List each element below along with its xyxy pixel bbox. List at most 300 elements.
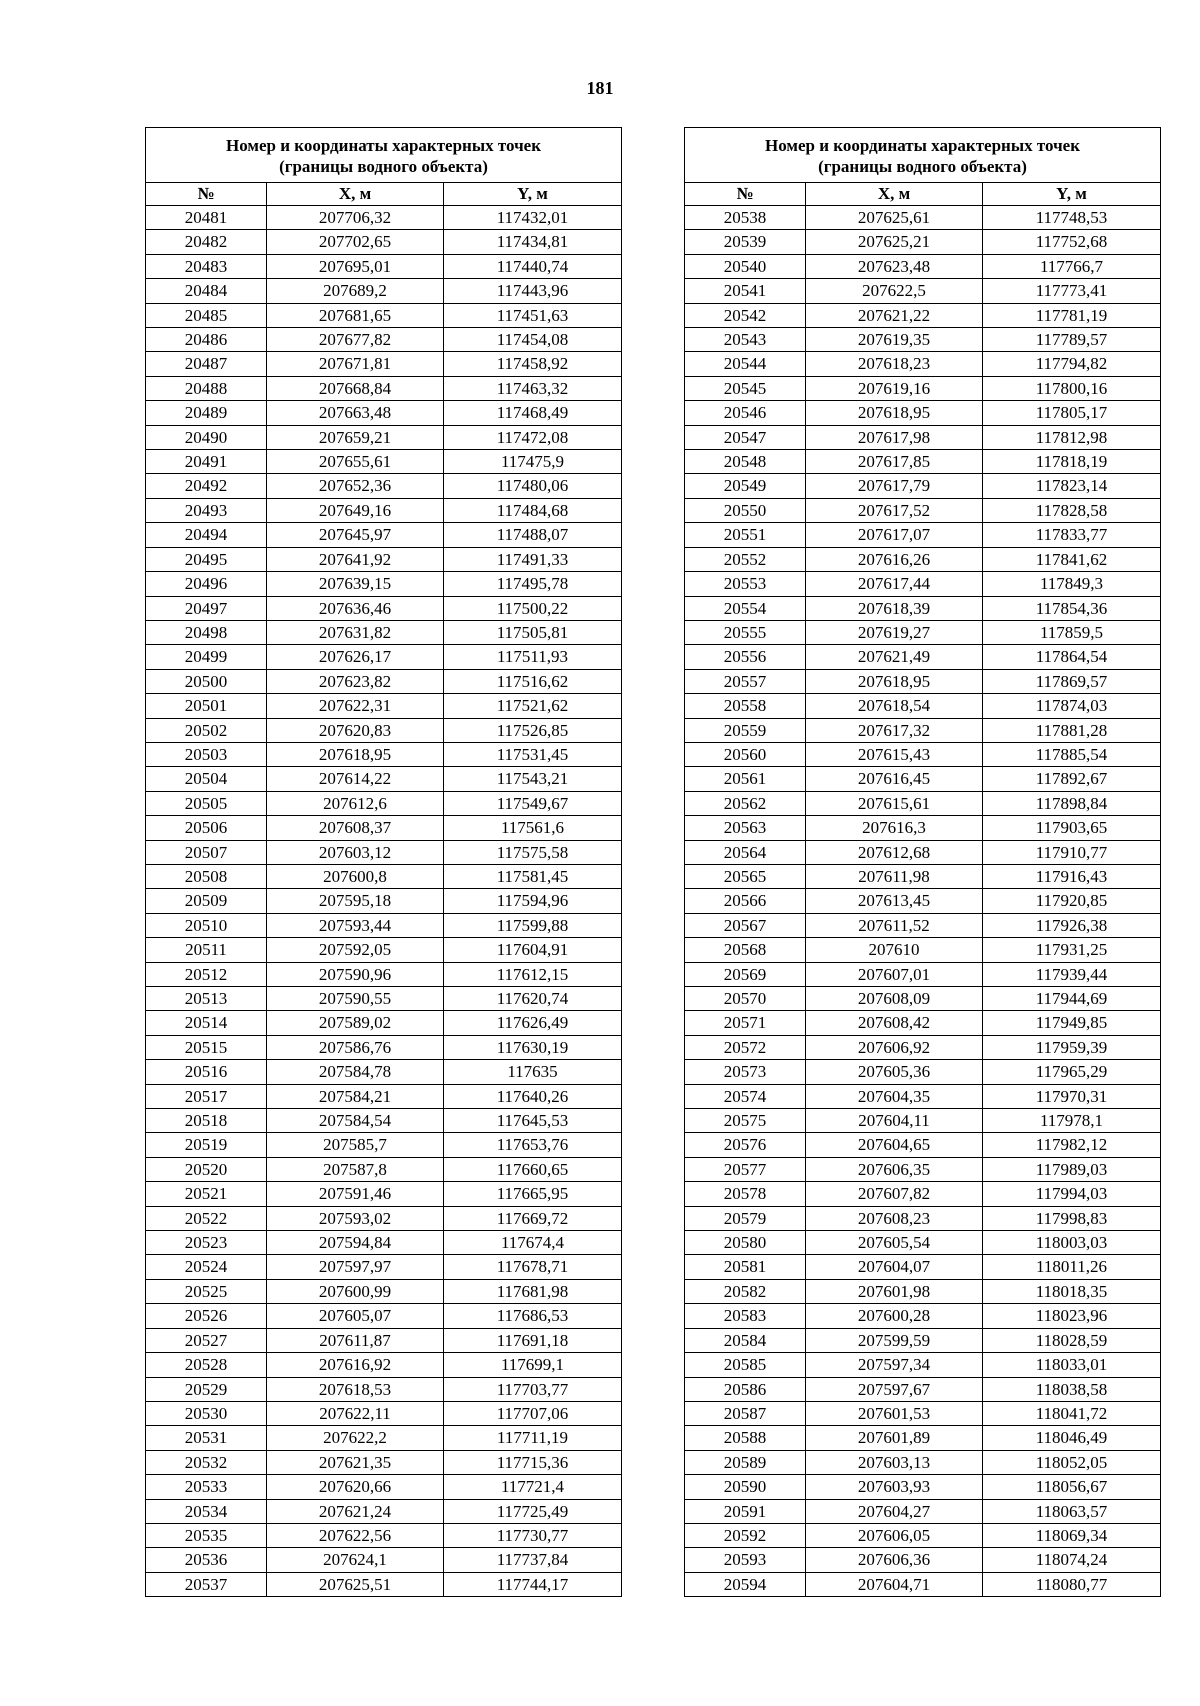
cell-y-coordinate: 118041,72 — [983, 1401, 1161, 1425]
cell-point-number: 20511 — [146, 938, 267, 962]
cell-y-coordinate: 117752,68 — [983, 230, 1161, 254]
table-row — [685, 694, 1161, 718]
cell-point-number: 20497 — [146, 596, 267, 620]
table-row — [146, 352, 622, 376]
cell-x-coordinate: 207622,31 — [267, 694, 444, 718]
cell-y-coordinate: 118038,58 — [983, 1377, 1161, 1401]
table-row — [685, 1401, 1161, 1425]
table-row — [685, 1450, 1161, 1474]
cell-x-coordinate: 207614,22 — [267, 767, 444, 791]
table-row — [685, 1523, 1161, 1547]
cell-y-coordinate: 117674,4 — [444, 1231, 622, 1255]
column-header-y: Y, м — [983, 183, 1161, 206]
table-row — [146, 1401, 622, 1425]
cell-x-coordinate: 207608,37 — [267, 816, 444, 840]
table-row — [146, 620, 622, 644]
cell-point-number: 20534 — [146, 1499, 267, 1523]
cell-y-coordinate: 117660,65 — [444, 1157, 622, 1181]
cell-point-number: 20579 — [685, 1206, 806, 1230]
cell-point-number: 20522 — [146, 1206, 267, 1230]
table-row — [146, 1548, 622, 1572]
table-row — [685, 425, 1161, 449]
table-row — [685, 987, 1161, 1011]
cell-x-coordinate: 207597,67 — [806, 1377, 983, 1401]
table-row — [685, 889, 1161, 913]
cell-y-coordinate: 117599,88 — [444, 913, 622, 937]
cell-x-coordinate: 207584,21 — [267, 1084, 444, 1108]
cell-point-number: 20565 — [685, 864, 806, 888]
table-row — [146, 328, 622, 352]
cell-x-coordinate: 207618,95 — [806, 669, 983, 693]
cell-y-coordinate: 117711,19 — [444, 1426, 622, 1450]
cell-y-coordinate: 117818,19 — [983, 450, 1161, 474]
cell-y-coordinate: 117468,49 — [444, 401, 622, 425]
cell-y-coordinate: 117653,76 — [444, 1133, 622, 1157]
cell-point-number: 20506 — [146, 816, 267, 840]
table-row — [685, 254, 1161, 278]
cell-point-number: 20504 — [146, 767, 267, 791]
cell-point-number: 20486 — [146, 328, 267, 352]
cell-y-coordinate: 117630,19 — [444, 1035, 622, 1059]
table-row — [146, 425, 622, 449]
cell-point-number: 20505 — [146, 791, 267, 815]
table-row — [146, 474, 622, 498]
cell-x-coordinate: 207619,35 — [806, 328, 983, 352]
cell-y-coordinate: 117978,1 — [983, 1109, 1161, 1133]
cell-x-coordinate: 207599,59 — [806, 1328, 983, 1352]
cell-point-number: 20593 — [685, 1548, 806, 1572]
table-row — [685, 450, 1161, 474]
cell-y-coordinate: 117841,62 — [983, 547, 1161, 571]
cell-point-number: 20542 — [685, 303, 806, 327]
cell-x-coordinate: 207681,65 — [267, 303, 444, 327]
cell-x-coordinate: 207600,99 — [267, 1279, 444, 1303]
cell-point-number: 20481 — [146, 206, 267, 230]
table-row — [146, 864, 622, 888]
cell-y-coordinate: 117432,01 — [444, 206, 622, 230]
cell-x-coordinate: 207617,79 — [806, 474, 983, 498]
table-row — [685, 1084, 1161, 1108]
cell-y-coordinate: 117892,67 — [983, 767, 1161, 791]
cell-x-coordinate: 207636,46 — [267, 596, 444, 620]
table-row — [146, 1035, 622, 1059]
table-caption — [146, 128, 622, 183]
cell-y-coordinate: 117458,92 — [444, 352, 622, 376]
cell-y-coordinate: 117686,53 — [444, 1304, 622, 1328]
cell-x-coordinate: 207621,24 — [267, 1499, 444, 1523]
table-row — [146, 498, 622, 522]
table-row — [685, 840, 1161, 864]
cell-y-coordinate: 117463,32 — [444, 376, 622, 400]
cell-point-number: 20567 — [685, 913, 806, 937]
cell-point-number: 20530 — [146, 1401, 267, 1425]
table-row — [146, 718, 622, 742]
cell-x-coordinate: 207655,61 — [267, 450, 444, 474]
cell-y-coordinate: 118018,35 — [983, 1279, 1161, 1303]
table-row — [146, 962, 622, 986]
table-row — [685, 718, 1161, 742]
cell-point-number: 20584 — [685, 1328, 806, 1352]
cell-x-coordinate: 207621,22 — [806, 303, 983, 327]
cell-point-number: 20594 — [685, 1572, 806, 1596]
cell-x-coordinate: 207618,23 — [806, 352, 983, 376]
cell-y-coordinate: 117475,9 — [444, 450, 622, 474]
cell-x-coordinate: 207604,35 — [806, 1084, 983, 1108]
cell-x-coordinate: 207668,84 — [267, 376, 444, 400]
cell-point-number: 20521 — [146, 1182, 267, 1206]
cell-point-number: 20535 — [146, 1523, 267, 1547]
cell-x-coordinate: 207618,39 — [806, 596, 983, 620]
table-row — [146, 1011, 622, 1035]
cell-y-coordinate: 117531,45 — [444, 742, 622, 766]
cell-point-number: 20489 — [146, 401, 267, 425]
table-row — [685, 1304, 1161, 1328]
cell-x-coordinate: 207603,12 — [267, 840, 444, 864]
cell-x-coordinate: 207590,55 — [267, 987, 444, 1011]
cell-y-coordinate: 117699,1 — [444, 1353, 622, 1377]
cell-x-coordinate: 207600,28 — [806, 1304, 983, 1328]
cell-point-number: 20488 — [146, 376, 267, 400]
cell-x-coordinate: 207611,52 — [806, 913, 983, 937]
table-row — [146, 254, 622, 278]
cell-x-coordinate: 207601,98 — [806, 1279, 983, 1303]
cell-y-coordinate: 117620,74 — [444, 987, 622, 1011]
cell-point-number: 20523 — [146, 1231, 267, 1255]
cell-x-coordinate: 207626,17 — [267, 645, 444, 669]
cell-point-number: 20501 — [146, 694, 267, 718]
table-row — [685, 376, 1161, 400]
cell-x-coordinate: 207603,13 — [806, 1450, 983, 1474]
cell-point-number: 20484 — [146, 279, 267, 303]
cell-point-number: 20482 — [146, 230, 267, 254]
cell-x-coordinate: 207604,65 — [806, 1133, 983, 1157]
cell-y-coordinate: 117989,03 — [983, 1157, 1161, 1181]
cell-point-number: 20576 — [685, 1133, 806, 1157]
cell-y-coordinate: 117874,03 — [983, 694, 1161, 718]
cell-point-number: 20566 — [685, 889, 806, 913]
cell-x-coordinate: 207606,35 — [806, 1157, 983, 1181]
table-row — [146, 987, 622, 1011]
cell-point-number: 20548 — [685, 450, 806, 474]
table-row — [146, 572, 622, 596]
cell-x-coordinate: 207607,82 — [806, 1182, 983, 1206]
table-row — [685, 1279, 1161, 1303]
cell-point-number: 20499 — [146, 645, 267, 669]
table-body — [146, 206, 622, 1597]
cell-y-coordinate: 117521,62 — [444, 694, 622, 718]
table-row — [685, 1353, 1161, 1377]
table-row — [146, 596, 622, 620]
cell-x-coordinate: 207589,02 — [267, 1011, 444, 1035]
cell-y-coordinate: 118074,24 — [983, 1548, 1161, 1572]
cell-point-number: 20587 — [685, 1401, 806, 1425]
table-row — [146, 1328, 622, 1352]
cell-y-coordinate: 117575,58 — [444, 840, 622, 864]
table-row — [146, 1475, 622, 1499]
table-row — [685, 1133, 1161, 1157]
table-row — [685, 401, 1161, 425]
cell-x-coordinate: 207618,95 — [267, 742, 444, 766]
cell-y-coordinate: 117916,43 — [983, 864, 1161, 888]
cell-x-coordinate: 207624,1 — [267, 1548, 444, 1572]
cell-point-number: 20586 — [685, 1377, 806, 1401]
table-row — [146, 376, 622, 400]
cell-y-coordinate: 117982,12 — [983, 1133, 1161, 1157]
cell-y-coordinate: 117781,19 — [983, 303, 1161, 327]
cell-point-number: 20527 — [146, 1328, 267, 1352]
table-row — [685, 1499, 1161, 1523]
cell-x-coordinate: 207606,05 — [806, 1523, 983, 1547]
cell-point-number: 20502 — [146, 718, 267, 742]
cell-x-coordinate: 207601,89 — [806, 1426, 983, 1450]
cell-x-coordinate: 207617,07 — [806, 523, 983, 547]
cell-y-coordinate: 117998,83 — [983, 1206, 1161, 1230]
cell-y-coordinate: 117454,08 — [444, 328, 622, 352]
cell-x-coordinate: 207702,65 — [267, 230, 444, 254]
cell-point-number: 20531 — [146, 1426, 267, 1450]
table-row — [146, 742, 622, 766]
cell-point-number: 20558 — [685, 694, 806, 718]
cell-point-number: 20572 — [685, 1035, 806, 1059]
cell-y-coordinate: 117766,7 — [983, 254, 1161, 278]
cell-point-number: 20508 — [146, 864, 267, 888]
cell-y-coordinate: 117604,91 — [444, 938, 622, 962]
cell-point-number: 20507 — [146, 840, 267, 864]
table-row — [685, 474, 1161, 498]
cell-x-coordinate: 207605,54 — [806, 1231, 983, 1255]
table-row — [146, 1084, 622, 1108]
table-row — [146, 1450, 622, 1474]
table-row — [685, 620, 1161, 644]
table-row — [685, 1206, 1161, 1230]
cell-point-number: 20528 — [146, 1353, 267, 1377]
table-row — [685, 962, 1161, 986]
cell-point-number: 20524 — [146, 1255, 267, 1279]
cell-y-coordinate: 117800,16 — [983, 376, 1161, 400]
cell-y-coordinate: 117903,65 — [983, 816, 1161, 840]
cell-point-number: 20492 — [146, 474, 267, 498]
cell-y-coordinate: 117939,44 — [983, 962, 1161, 986]
cell-point-number: 20494 — [146, 523, 267, 547]
coordinates-table-right — [684, 127, 1161, 1597]
cell-y-coordinate: 117970,31 — [983, 1084, 1161, 1108]
cell-y-coordinate: 117864,54 — [983, 645, 1161, 669]
table-row — [146, 230, 622, 254]
cell-x-coordinate: 207625,51 — [267, 1572, 444, 1596]
cell-point-number: 20525 — [146, 1279, 267, 1303]
cell-point-number: 20581 — [685, 1255, 806, 1279]
cell-point-number: 20485 — [146, 303, 267, 327]
cell-point-number: 20512 — [146, 962, 267, 986]
table-row — [146, 913, 622, 937]
cell-x-coordinate: 207594,84 — [267, 1231, 444, 1255]
table-row — [146, 1109, 622, 1133]
cell-point-number: 20564 — [685, 840, 806, 864]
cell-x-coordinate: 207604,71 — [806, 1572, 983, 1596]
cell-y-coordinate: 117849,3 — [983, 572, 1161, 596]
cell-y-coordinate: 117965,29 — [983, 1060, 1161, 1084]
cell-x-coordinate: 207603,93 — [806, 1475, 983, 1499]
table-caption — [685, 128, 1161, 183]
cell-y-coordinate: 117500,22 — [444, 596, 622, 620]
cell-y-coordinate: 117505,81 — [444, 620, 622, 644]
cell-point-number: 20503 — [146, 742, 267, 766]
table-row — [685, 1157, 1161, 1181]
cell-x-coordinate: 207617,52 — [806, 498, 983, 522]
cell-x-coordinate: 207595,18 — [267, 889, 444, 913]
table-row — [146, 1426, 622, 1450]
cell-x-coordinate: 207608,23 — [806, 1206, 983, 1230]
cell-x-coordinate: 207623,48 — [806, 254, 983, 278]
table-caption-line2: (границы водного объекта) — [818, 157, 1027, 176]
cell-point-number: 20589 — [685, 1450, 806, 1474]
cell-y-coordinate: 117730,77 — [444, 1523, 622, 1547]
table-row — [146, 1353, 622, 1377]
cell-point-number: 20562 — [685, 791, 806, 815]
cell-x-coordinate: 207659,21 — [267, 425, 444, 449]
table-row — [146, 816, 622, 840]
cell-point-number: 20557 — [685, 669, 806, 693]
table-row — [146, 938, 622, 962]
cell-point-number: 20583 — [685, 1304, 806, 1328]
cell-x-coordinate: 207605,36 — [806, 1060, 983, 1084]
cell-point-number: 20580 — [685, 1231, 806, 1255]
table-row — [685, 1255, 1161, 1279]
table-row — [146, 1231, 622, 1255]
cell-point-number: 20495 — [146, 547, 267, 571]
cell-y-coordinate: 117794,82 — [983, 352, 1161, 376]
cell-x-coordinate: 207610 — [806, 938, 983, 962]
column-header-number: № — [146, 183, 267, 206]
cell-point-number: 20500 — [146, 669, 267, 693]
cell-y-coordinate: 117748,53 — [983, 206, 1161, 230]
cell-y-coordinate: 117920,85 — [983, 889, 1161, 913]
cell-y-coordinate: 117812,98 — [983, 425, 1161, 449]
table-row — [685, 596, 1161, 620]
cell-point-number: 20529 — [146, 1377, 267, 1401]
cell-y-coordinate: 117898,84 — [983, 791, 1161, 815]
cell-x-coordinate: 207645,97 — [267, 523, 444, 547]
cell-y-coordinate: 117516,62 — [444, 669, 622, 693]
cell-y-coordinate: 117944,69 — [983, 987, 1161, 1011]
cell-x-coordinate: 207689,2 — [267, 279, 444, 303]
cell-y-coordinate: 117626,49 — [444, 1011, 622, 1035]
table-row — [146, 645, 622, 669]
cell-x-coordinate: 207620,66 — [267, 1475, 444, 1499]
cell-y-coordinate: 117561,6 — [444, 816, 622, 840]
cell-x-coordinate: 207606,92 — [806, 1035, 983, 1059]
cell-point-number: 20510 — [146, 913, 267, 937]
cell-x-coordinate: 207625,21 — [806, 230, 983, 254]
table-row — [685, 523, 1161, 547]
cell-y-coordinate: 117665,95 — [444, 1182, 622, 1206]
table-row — [146, 1182, 622, 1206]
table-row — [146, 1572, 622, 1596]
cell-x-coordinate: 207597,34 — [806, 1353, 983, 1377]
table-body — [685, 206, 1161, 1597]
table-row — [146, 1133, 622, 1157]
cell-point-number: 20514 — [146, 1011, 267, 1035]
table-row — [685, 1060, 1161, 1084]
cell-y-coordinate: 117635 — [444, 1060, 622, 1084]
cell-point-number: 20493 — [146, 498, 267, 522]
table-row — [146, 1499, 622, 1523]
cell-point-number: 20560 — [685, 742, 806, 766]
cell-y-coordinate: 117773,41 — [983, 279, 1161, 303]
table-row — [685, 1426, 1161, 1450]
cell-y-coordinate: 117669,72 — [444, 1206, 622, 1230]
cell-y-coordinate: 117823,14 — [983, 474, 1161, 498]
table-row — [146, 1304, 622, 1328]
cell-point-number: 20540 — [685, 254, 806, 278]
cell-x-coordinate: 207608,09 — [806, 987, 983, 1011]
cell-x-coordinate: 207641,92 — [267, 547, 444, 571]
table-row — [685, 913, 1161, 937]
cell-x-coordinate: 207622,11 — [267, 1401, 444, 1425]
cell-y-coordinate: 118028,59 — [983, 1328, 1161, 1352]
cell-y-coordinate: 118080,77 — [983, 1572, 1161, 1596]
cell-point-number: 20546 — [685, 401, 806, 425]
cell-point-number: 20526 — [146, 1304, 267, 1328]
cell-y-coordinate: 118069,34 — [983, 1523, 1161, 1547]
cell-point-number: 20516 — [146, 1060, 267, 1084]
table-row — [685, 1328, 1161, 1352]
table-row — [146, 1255, 622, 1279]
table-row — [146, 547, 622, 571]
cell-point-number: 20483 — [146, 254, 267, 278]
cell-x-coordinate: 207587,8 — [267, 1157, 444, 1181]
table-row — [685, 1377, 1161, 1401]
cell-x-coordinate: 207625,61 — [806, 206, 983, 230]
cell-x-coordinate: 207652,36 — [267, 474, 444, 498]
cell-x-coordinate: 207604,11 — [806, 1109, 983, 1133]
cell-point-number: 20544 — [685, 352, 806, 376]
table-row — [146, 840, 622, 864]
cell-x-coordinate: 207619,16 — [806, 376, 983, 400]
cell-x-coordinate: 207671,81 — [267, 352, 444, 376]
table-row — [146, 523, 622, 547]
cell-x-coordinate: 207706,32 — [267, 206, 444, 230]
table-row — [685, 1011, 1161, 1035]
table-row — [146, 1060, 622, 1084]
cell-point-number: 20517 — [146, 1084, 267, 1108]
cell-x-coordinate: 207663,48 — [267, 401, 444, 425]
cell-x-coordinate: 207593,02 — [267, 1206, 444, 1230]
table-row — [685, 498, 1161, 522]
cell-x-coordinate: 207611,87 — [267, 1328, 444, 1352]
cell-x-coordinate: 207607,01 — [806, 962, 983, 986]
cell-x-coordinate: 207604,07 — [806, 1255, 983, 1279]
column-header-x: X, м — [806, 183, 983, 206]
cell-y-coordinate: 117451,63 — [444, 303, 622, 327]
cell-x-coordinate: 207611,98 — [806, 864, 983, 888]
cell-y-coordinate: 117994,03 — [983, 1182, 1161, 1206]
cell-y-coordinate: 117805,17 — [983, 401, 1161, 425]
cell-y-coordinate: 117828,58 — [983, 498, 1161, 522]
table-row — [146, 303, 622, 327]
cell-point-number: 20591 — [685, 1499, 806, 1523]
cell-point-number: 20487 — [146, 352, 267, 376]
cell-point-number: 20549 — [685, 474, 806, 498]
table-caption-line1: Номер и координаты характерных точек — [764, 136, 1080, 155]
table-row — [685, 767, 1161, 791]
cell-y-coordinate: 118046,49 — [983, 1426, 1161, 1450]
cell-y-coordinate: 117678,71 — [444, 1255, 622, 1279]
cell-point-number: 20536 — [146, 1548, 267, 1572]
table-row — [685, 547, 1161, 571]
table-row — [685, 352, 1161, 376]
cell-point-number: 20554 — [685, 596, 806, 620]
